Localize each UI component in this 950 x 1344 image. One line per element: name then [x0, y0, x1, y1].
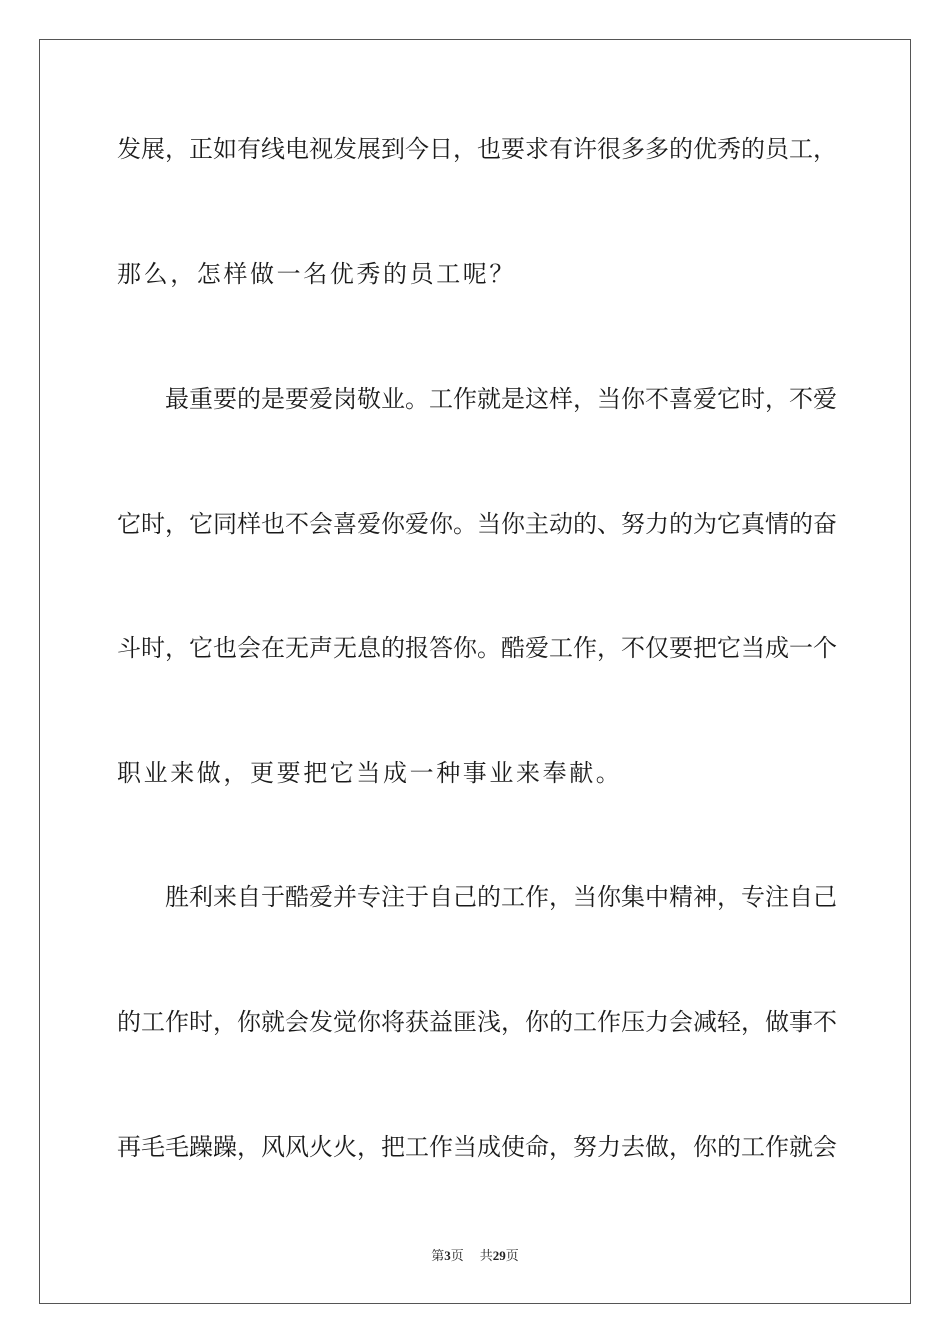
paragraph-line: 职业来做，更要把它当成一种事业来奉献。 — [117, 759, 623, 787]
page-label-prefix: 第 — [431, 1248, 445, 1263]
page-border — [39, 39, 911, 1304]
paragraph-line: 的工作时，你就会发觉你将获益匪浅，你的工作压力会减轻，做事不 — [117, 1008, 837, 1036]
paragraph-line: 胜利来自于酷爱并专注于自己的工作，当你集中精神，专注自己 — [165, 883, 837, 911]
page-total: 29 — [492, 1248, 506, 1263]
page-footer — [0, 1248, 950, 1264]
paragraph-line: 那么，怎样做一名优秀的员工呢？ — [117, 260, 516, 288]
paragraph-line: 最重要的是要爱岗敬业。工作就是这样，当你不喜爱它时，不爱 — [165, 385, 837, 413]
paragraph-line: 斗时，它也会在无声无息的报答你。酷爱工作，不仅要把它当成一个 — [117, 634, 837, 662]
page-label-suffix: 页 — [450, 1248, 464, 1263]
total-label-prefix: 共 — [479, 1248, 493, 1263]
paragraph-line: 它时，它同样也不会喜爱你爱你。当你主动的、努力的为它真情的奋 — [117, 510, 837, 538]
paragraph-line: 发展，正如有线电视发展到今日，也要求有许很多多的优秀的员工， — [117, 135, 837, 163]
total-label-suffix: 页 — [505, 1248, 519, 1263]
paragraph-line: 再毛毛躁躁，风风火火，把工作当成使命，努力去做，你的工作就会 — [117, 1133, 837, 1161]
page-current: 3 — [444, 1248, 451, 1263]
